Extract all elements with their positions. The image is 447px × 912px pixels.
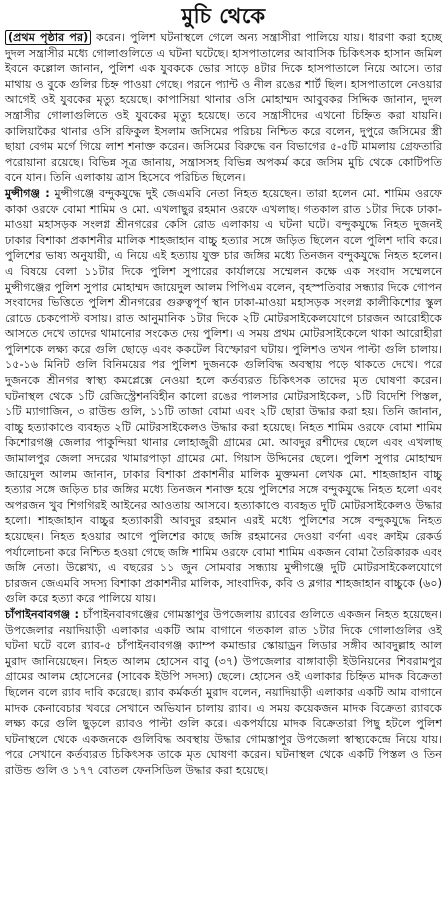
headline: মুচি থেকে (181, 4, 266, 28)
paragraph-text: চাঁপাইনবাবগঞ্জের গোমস্তাপুর উপজেলায় র‍্যাবের গুলিতে একজন নিহত হয়েছেন। উপজেলার নয়াদিয়াড়ী এলাকার একটি আম বাগানে গতকাল রাত ১টার দিকে গোলাগুলির ওই ঘটনা ঘটে বলে র‍্যাব-৫ চাঁপাইনবাবগঞ্জ ক্যাম্প কমান্ডার স্কোয়াড্রন লিডার সঙ্গীব আবদুল্লাহ আল মুরাদ জানিয়েছেন। নিহত আলম হোসেন বাবু (৩৭) উপজেলার বাঙ্গাবাড়ী ইউনিয়নের শিবরামপুর গ্রামের আলম হোসেনের (সাবেক ইউপি সদস্য) ছেলে। হোসেন ওই এলাকার চিহ্নিত মাদক বিক্রেতা ছিলেন বলে র‍্যাব দাবি করেছে। র‍্যাব কর্মকর্তা মুরাদ বলেন, নয়াদিয়াড়ী এলাকার একটি আম বাগানে মাদক কেনাবেচার খবরে সেখানে অভিযান চালায় র‍্যাব। এ সময় কয়েকজন মাদক বিক্রেতা র‍্যাবকে লক্ষ্য করে গুলি ছুড়লে র‍্যাবও পাল্টা গুলি করে। একপর্যায়ে মাদক বিক্রেতারা পিছু হটলে পুলিশ ঘটনাস্থলে থেকে একজনকে গুলিবিদ্ধ অবস্থায় উদ্ধার গোমস্তাপুর উপজেলা স্বাস্থ্যকেন্দ্রে নিয়ে যায়। পরে সেখানে কর্তব্যরত চিকিৎসক তাকে মৃত ঘোষণা করেন। ঘটনাস্থল থেকে একটি পিস্তল ও তিন রাউন্ড গুলি ও ১৭৭ বোতল ফেনসিডিল উদ্ধার করা হয়েছে। (5, 607, 442, 777)
article-body (5, 30, 442, 779)
dateline: মুন্সীগঞ্জ : (5, 186, 50, 200)
paragraph-text: মুন্সীগঞ্জে বন্দুকযুদ্ধে দুই জেএমবি নেতা নিহত হয়েছেন। তারা হলেন মো. শামিম ওরফে কাকা ওরফে বোমা শামিম ও মো. এখলাছুর রহমান ওরফে এখলাছ। গতকাল রাত ১টার দিকে ঢাকা-মাওয়া মহাসড়ক সংলগ্ন শ্রীনগরের কেসি রোড এলাকায় এ ঘটনা ঘটে। বন্দুকযুদ্ধে নিহত দুজনই ঢাকার বিশাকা প্রকাশনীর মালিক শাহজাহান বাচ্চু হত্যার সঙ্গে জড়িত ছিলেন বলে পুলিশ দাবি করে। পুলিশের ভাষ্য অনুযায়ী, এ নিয়ে এই হত্যায় যুক্ত চার জঙ্গির মধ্যে তিনজন বন্দুকযুদ্ধে নিহত হলেন। এ বিষয়ে বেলা ১১টার দিকে পুলিশ সুপারের কার্যালয়ে সম্মেলন কক্ষে এক সংবাদ সম্মেলনে মুন্সীগঞ্জের পুলিশ সুপার মোহাম্মদ জায়েদুল আলম পিপিএম বলেন, বৃহস্পতিবার সন্ধ্যার দিকে গোপন সংবাদের ভিত্তিতে পুলিশ শ্রীনগরের গুরুত্বপূর্ণ স্থান ঢাকা-মাওয়া মহাসড়ক সংলগ্ন কালীকিশোর স্কুল রোডে চেকপোস্ট বসায়। রাত আনুমানিক ১টার দিকে ২টি মোটরসাইকেলযোগে চারজন আরোহীকে আসতে দেখে তাদের থামানোর সংকেত দেয় পুলিশ। এ সময় প্রথম মোটরসাইকেলে থাকা আরোহীরা পুলিশকে লক্ষ্য করে গুলি ছোড়ে এবং ককটেল বিস্ফোরণ ঘটায়। পুলিশও তখন পাল্টা গুলি চালায়। ১৫-১৬ মিনিট গুলি বিনিময়ের পর পুলিশ দুজনকে গুলিবিদ্ধ অবস্থায় পড়ে থাকতে দেখে। পরে দুজনকে শ্রীনগর স্বাস্থ্য কমপ্লেক্সে নেওয়া হলে কর্তব্যরত চিকিৎসক তাদের মৃত ঘোষণা করেন। ঘটনাস্থল থেকে ১টি রেজিস্ট্রেশনবিহীন কালো রঙের পালসার মোটরসাইকেল, ১টি বিদেশি পিস্তল, ১টি ম্যাগাজিন, ৩ রাউন্ড গুলি, ১১টি তাজা বোমা এবং ২টি ছোরা উদ্ধার করা হয়। তিনি জানান, বাচ্চু হত্যাকাণ্ডে ব্যবহৃত ২টি মোটরসাইকেলও উদ্ধার করা হয়েছে। নিহত শামিম ওরফে বোমা শামিম কিশোরগঞ্জ জেলার পাকুন্দিয়া থানার লোহাজুরী গ্রামের মো. আবদুর রশীদের ছেলে এবং এখলাছ জামালপুর জেলা সদরের খামারপাড়া গ্রামের মো. গিয়াস উদ্দিনের ছেলে। পুলিশ সুপার মোহাম্মদ জায়েদুল আলম জানান, ঢাকার বিশাকা প্রকাশনীর মালিক মুক্তমনা লেখক মো. শাহজাহান বাচ্চু হত্যার সঙ্গে জড়িত চার জঙ্গির মধ্যে তিনজন শনাক্ত হয়ে পুলিশের সঙ্গে বন্দুকযুদ্ধে নিহত হলো এবং অপরজন খুব শিগগিরই আইনের আওতায় আসবে। হত্যাকাণ্ডে ব্যবহৃত দুটি মোটরসাইকেলও উদ্ধার হলো। শাহজাহান বাচ্চুর হত্যাকারী আবদুর রহমান এরই মধ্যে পুলিশের সঙ্গে বন্দুকযুদ্ধে নিহত হয়েছেন। নিহত হওয়ার আগে পুলিশের কাছে জঙ্গি রহমানের দেওয়া বর্ণনা এবং ক্রাইম রেকর্ড পর্যালোচনা করে নিশ্চিত হওয়া গেছে জঙ্গি শামিম ওরফে বোমা শামিম একজন বোমা তৈরিকারক এবং জঙ্গি নেতা। উল্লেখ্য, এ বছরের ১১ জুন সোমবার সন্ধ্যায় মুন্সীগঞ্জে দুটি মোটরসাইকেলযোগে চারজন জেএমবি সদস্য বিশাকা প্রকাশনীর মালিক, সাংবাদিক, কবি ও ব্লগার শাহজাহান বাচ্চুকে (৬০) গুলি করে হত্যা করে পালিয়ে যায়। (5, 186, 443, 606)
paragraph-chapainawabganj (5, 607, 442, 779)
paragraph-continued (5, 30, 442, 186)
paragraph-text: করেন। পুলিশ ঘটনাস্থলে গেলে অন্য সন্ত্রাসীরা পালিয়ে যায়। ধারণা করা হচ্ছে দুদল সন্ত্রাসীর মধ্যে গোলাগুলিতে এ ঘটনা ঘটেছে। হাসপাতালের আবাসিক চিকিৎসক হাসান জমিল ইবনে কল্লোল জানান, পুলিশ এক যুবককে ভোর সাড়ে ৪টার দিকে হাসপাতালে নিয়ে আসে। তার মাথায় ও বুকে গুলির চিহ্ন পাওয়া গেছে। পরনে প্যান্ট ও নীল রঙের শার্ট ছিল। হাসপাতালে নেওয়ার আগেই ওই যুবকের মৃত্যু হয়েছে। কাপাসিয়া থানার ওসি মোহাম্মদ আবুবকর সিদ্দিক জানান, দুদল সন্ত্রাসীর গোলাগুলিতে ওই যুবকের মৃত্যু হয়েছে। তবে সন্ত্রাসীদের এখনো চিহ্নিত করা যায়নি। কালিয়াকৈর থানার ওসি রফিকুল ইসলাম জসিমের পরিচয় নিশ্চিত করে বলেন, দুপুরে জসিমের স্ত্রী ছায়া বেগম মর্গে গিয়ে লাশ শনাক্ত করেন। জসিমের বিরুদ্ধে বন বিভাগের ৫-৫টি মামলায় গ্রেফতারি পরোয়ানা রয়েছে। বিভিন্ন সূত্র জানায়, সন্ত্রাসসহ বিভিন্ন অপকর্ম করে জসিম মুচি থেকে কোটিপতি বনে যান। তিনি এলাকায় ত্রাস হিসেবে পরিচিত ছিলেন। (5, 31, 442, 185)
dateline: চাঁপাইনবাবগঞ্জ : (5, 607, 79, 621)
continued-label: (প্রথম পৃষ্ঠার পর) (5, 30, 91, 45)
paragraph-munshiganj (5, 186, 442, 607)
